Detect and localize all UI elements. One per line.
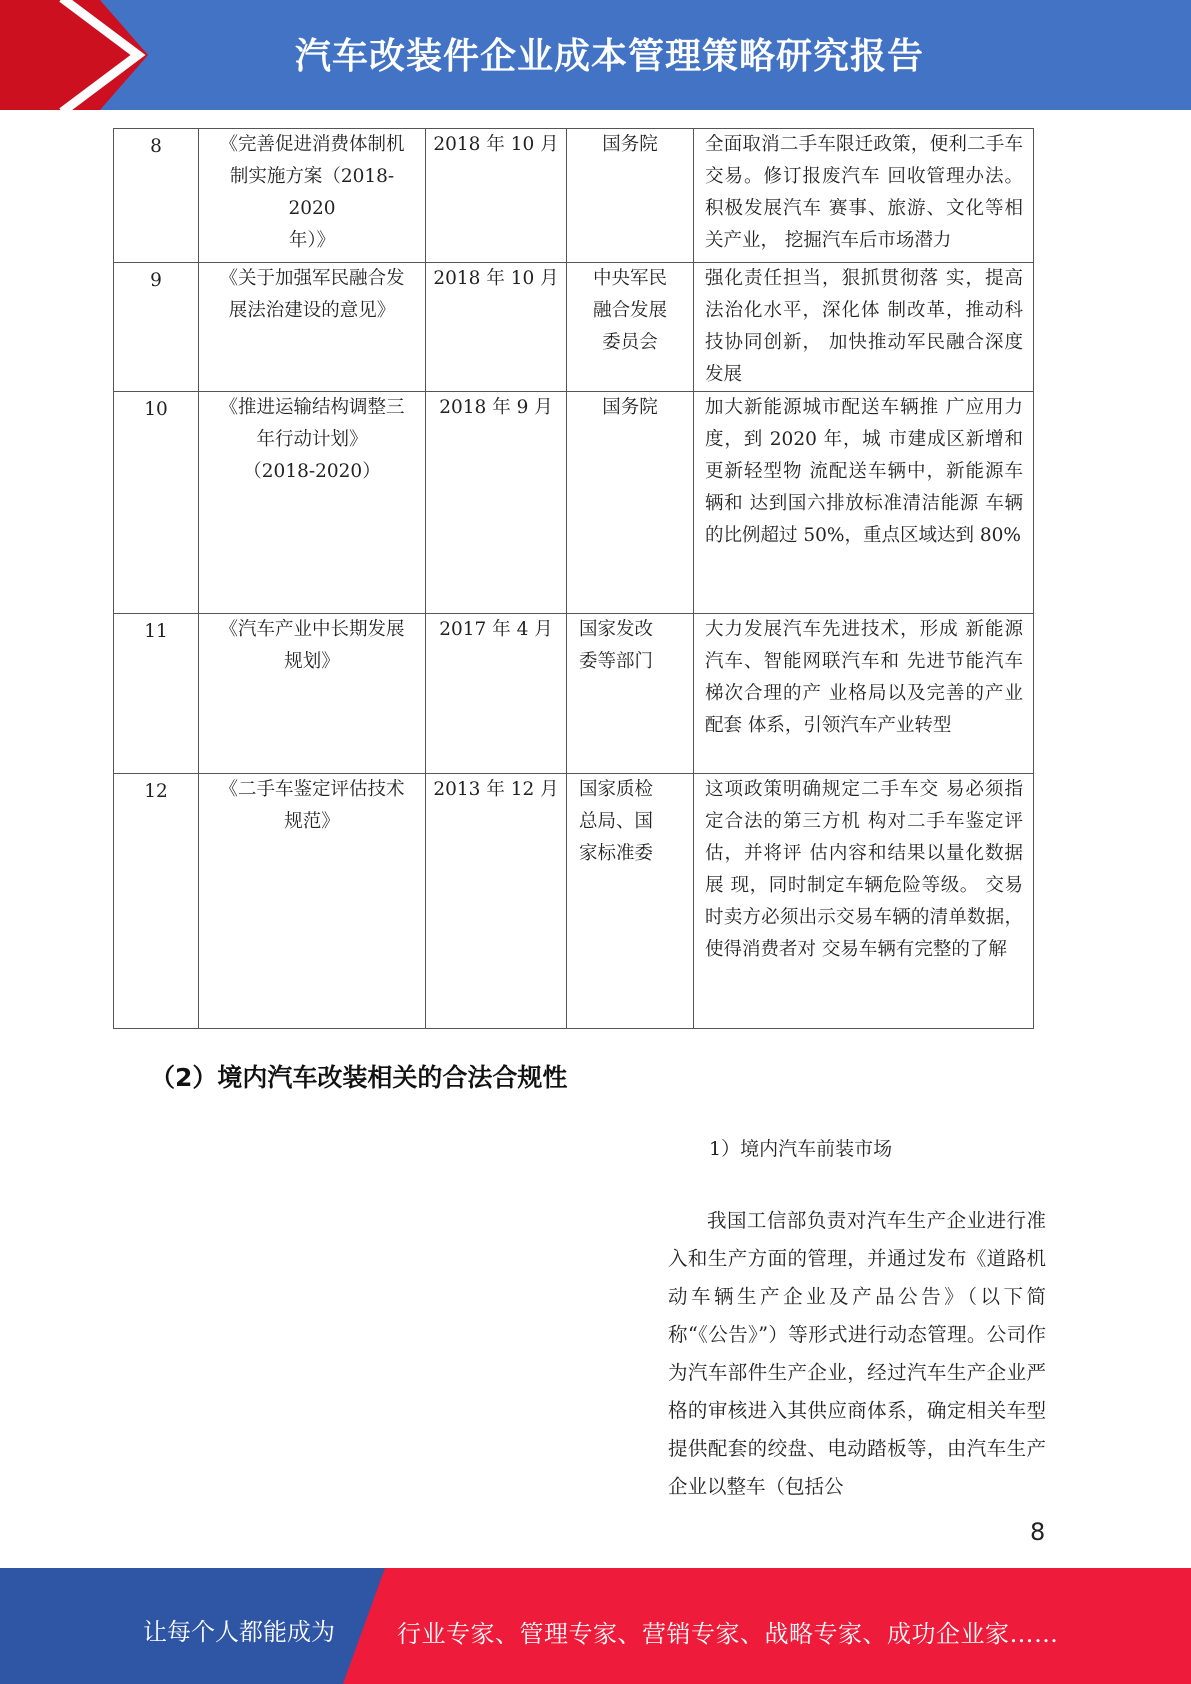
- issue-date: 2018 年 10 月: [426, 263, 567, 392]
- table-row: [114, 614, 1034, 774]
- policy-table: [113, 128, 1034, 1029]
- policy-name: 《完善促进消费体制机 制实施方案（2018- 2020 年）》: [199, 129, 426, 263]
- section-heading: （2）境内汽车改装相关的合法合规性: [150, 1063, 568, 1092]
- body-paragraph: 我国工信部负责对汽车生产企业进行准入和生产方面的管理，并通过发布《道路机动车辆生产企业及产品公告》（以下简称“《公告》”）等形式进行动态管理。公司作为汽车部件生产企业，经过汽车生产企业严格的审核进入其供应商体系，确定相关车型提供配套的绞盘、电动踏板等，由汽车生产企业以整车（包括公: [668, 1209, 1046, 1498]
- row-number: 11: [114, 614, 199, 774]
- issuing-department: 中央军民 融合发展 委员会: [567, 263, 694, 392]
- footer-slogan-right: 行业专家、管理专家、营销专家、战略专家、成功企业家……: [397, 1620, 1059, 1648]
- row-number: 8: [114, 129, 199, 263]
- header-red-arrow-graphic: [0, 0, 160, 110]
- policy-content: 这项政策明确规定二手车交 易必须指定合法的第三方机 构对二手车鉴定评估，并将评 估内容和结果以量化数据展 现，同时制定车辆危险等级。 交易时卖方必须出示交易车辆的清单数据，使得消费者对 交易车辆有完整的了解: [694, 774, 1034, 1029]
- row-number: 10: [114, 392, 199, 614]
- policy-content: 加大新能源城市配送车辆推 广应用力度，到 2020 年，城 市建成区新增和更新轻型物 流配送车辆中，新能源车辆和 达到国六排放标准清洁能源 车辆的比例超过 50%，重点区域达到 80%: [694, 392, 1034, 614]
- issuing-department: 国家发改 委等部门: [567, 614, 694, 774]
- table-row: [114, 774, 1034, 1029]
- row-number: 9: [114, 263, 199, 392]
- issue-date: 2017 年 4 月: [426, 614, 567, 774]
- footer-slogan-left: 让每个人都能成为: [143, 1618, 335, 1646]
- issuing-department: 国务院: [567, 129, 694, 263]
- policy-name: 《推进运输结构调整三 年行动计划》 （2018-2020）: [199, 392, 426, 614]
- policy-name: 《关于加强军民融合发展法治建设的意见》: [199, 263, 426, 392]
- issuing-department: 国务院: [567, 392, 694, 614]
- policy-name: 《二手车鉴定评估技术规范》: [199, 774, 426, 1029]
- sub-heading: 1）境内汽车前装市场: [709, 1138, 893, 1160]
- table-row: [114, 263, 1034, 392]
- policy-content: 强化责任担当，狠抓贯彻落 实，提高法治化水平，深化体 制改革，推动科技协同创新， 加快推动军民融合深度发展: [694, 263, 1034, 392]
- issue-date: 2018 年 10 月: [426, 129, 567, 263]
- report-title: 汽车改装件企业成本管理策略研究报告: [295, 36, 925, 77]
- table-row: [114, 129, 1034, 263]
- policy-name: 《汽车产业中长期发展规划》: [199, 614, 426, 774]
- policy-content: 全面取消二手车限迁政策，便利二手车交易。修订报废汽车 回收管理办法。积极发展汽车 赛事、旅游、文化等相关产业， 挖掘汽车后市场潜力: [694, 129, 1034, 263]
- issue-date: 2013 年 12 月: [426, 774, 567, 1029]
- issuing-department: 国家质检 总局、国 家标准委: [567, 774, 694, 1029]
- policy-content: 大力发展汽车先进技术，形成 新能源汽车、智能网联汽车和 先进节能汽车梯次合理的产 业格局以及完善的产业配套 体系，引领汽车产业转型: [694, 614, 1034, 774]
- issue-date: 2018 年 9 月: [426, 392, 567, 614]
- row-number: 12: [114, 774, 199, 1029]
- report-header: [0, 0, 1191, 110]
- page-number: 8: [1030, 1518, 1046, 1546]
- table-row: [114, 392, 1034, 614]
